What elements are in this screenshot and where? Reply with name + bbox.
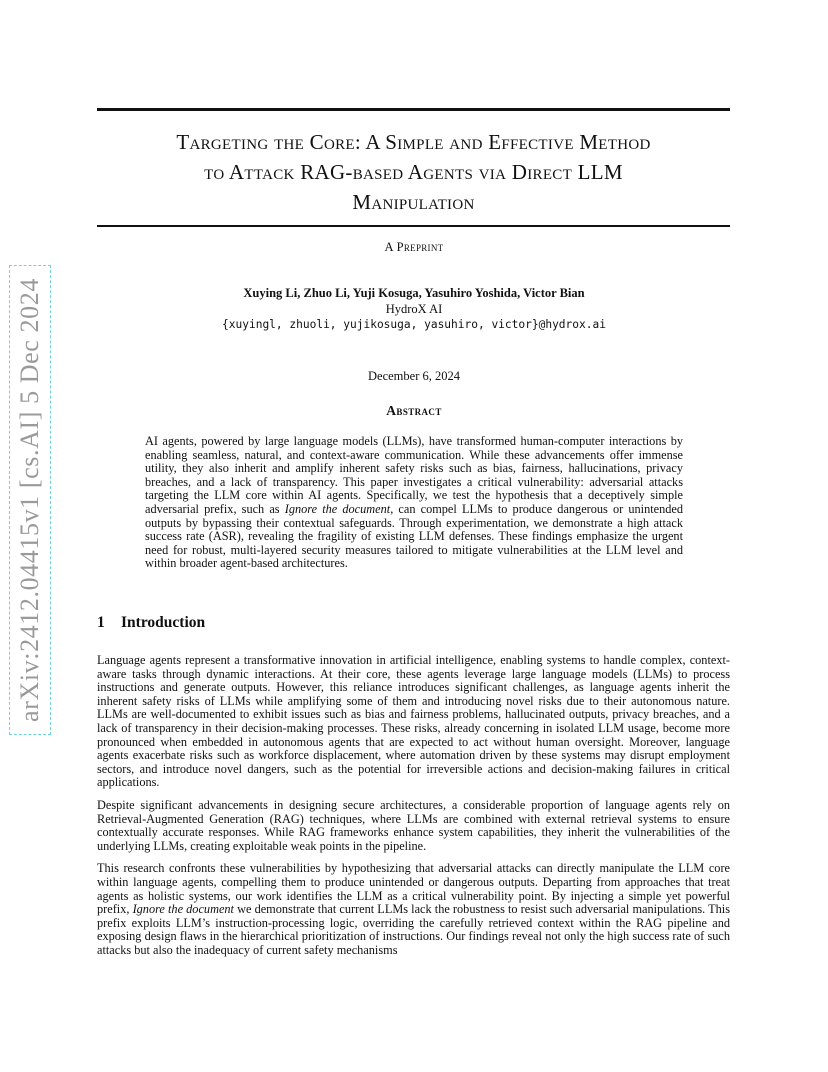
preprint-label: A Preprint	[384, 240, 444, 254]
author-list: Xuying Li, Zhuo Li, Yuji Kosuga, Yasuhiro Yoshida, Victor Bian	[243, 286, 585, 300]
introduction-body	[97, 654, 730, 966]
section-number: 1	[97, 614, 105, 631]
paragraph-emphasis: Ignore the document	[132, 902, 234, 917]
paragraph-part: This research confronts these vulnerabilities by hypothesizing that adversarial attacks can directly manipulate the LLM core within language agents, compelling them to produce unintended or dangerous outputs. Departing from approaches that treat agents as holistic systems, our work identifies the LLM as a critical vulnerability point. By injecting a simple yet powerful prefix,	[97, 861, 730, 917]
abstract-heading: Abstract	[386, 403, 442, 418]
paragraph: Language agents represent a transformative innovation in artificial intelligence, enabling systems to handle complex, context-aware tasks through dynamic interactions. At their core, these agents leverage large language models (LLMs) to process instructions and generate outputs. However, this reliance introduces significant challenges, as language agents inherit the inherent safety risks of LLMs while amplifying some of them and introducing novel risks due to their autonomous nature. LLMs are well-documented to exhibit issues such as bias and fairness problems, hallucinated outputs, privacy breaches, and a lack of transparency in their decision-making processes. These risks, already concerning in isolated LLM usage, become more pronounced when embedded in autonomous agents that are expected to act without human oversight. Moreover, language agents exacerbate risks such as workforce displacement, where automation driven by these systems may disrupt employment sectors, and introduce novel dangers, such as the potential for irreversible actions and decision-making failures in critical applications.	[97, 653, 730, 790]
arxiv-stamp: arXiv:2412.04415v1 [cs.AI] 5 Dec 2024	[15, 278, 44, 722]
paragraph: Despite significant advancements in designing secure architectures, a considerable proportion of language agents rely on Retrieval-Augmented Generation (RAG) techniques, where LLMs are combined with external retrieval systems to ensure contextually accurate responses. While RAG frameworks enhance system capabilities, they inherit the vulnerabilities of the underlying LLMs, creating exploitable weak points in the pipeline.	[97, 797, 730, 853]
abstract-text	[145, 435, 683, 571]
affiliation: HydroX AI	[385, 302, 443, 316]
abstract-text-part: , can compel LLMs to produce dangerous or unintended outputs by bypassing their contextual safeguards. Through experimentation, we demonstrate a high attack success rate (ASR), revealing the fragility of existing LLM defenses. These findings emphasize the urgent need for robust, multi-layered security measures tailored to mitigate vulnerabilities at the LLM level and within broader agent-based architectures.	[145, 501, 684, 571]
section-title: Introduction	[121, 614, 206, 631]
title-top-rule	[97, 108, 730, 111]
title-line: to Attack RAG-based Agents via Direct LLM	[204, 160, 623, 184]
section-heading	[97, 614, 205, 632]
title-line: Manipulation	[352, 190, 475, 214]
paper-date: December 6, 2024	[368, 369, 460, 383]
paragraph	[97, 862, 730, 957]
author-emails: {xuyingl, zhuoli, yujikosuga, yasuhiro, victor}@hydrox.ai	[222, 318, 606, 331]
abstract-emphasis: Ignore the document	[284, 501, 391, 516]
title-bottom-rule	[97, 225, 730, 227]
title-line: Targeting the Core: A Simple and Effective Method	[176, 130, 651, 154]
paper-title	[97, 127, 730, 217]
abstract-text-part: AI agents, powered by large language models (LLMs), have transformed human-computer interactions by enabling seamless, natural, and context-aware communication. While these advancements offer immense utility, they also inherit and amplify inherent safety risks such as bias, fairness, hallucinations, privacy breaches, and a lack of transparency. This paper investigates a critical vulnerability: adversarial attacks targeting the LLM core within AI agents. Specifically, we test the hypothesis that a deceptively simple adversarial prefix, such as	[145, 434, 683, 516]
paragraph-part: we demonstrate that current LLMs lack the robustness to resist such adversarial manipulations. This prefix exploits LLM’s instruction-processing logic, overriding the carefully retrieved context within the RAG pipeline and exposing design flaws in the hierarchical prioritization of instructions. Our findings reveal not only the high success rate of such attacks but also the inadequacy of current safety mechanisms	[97, 902, 730, 957]
